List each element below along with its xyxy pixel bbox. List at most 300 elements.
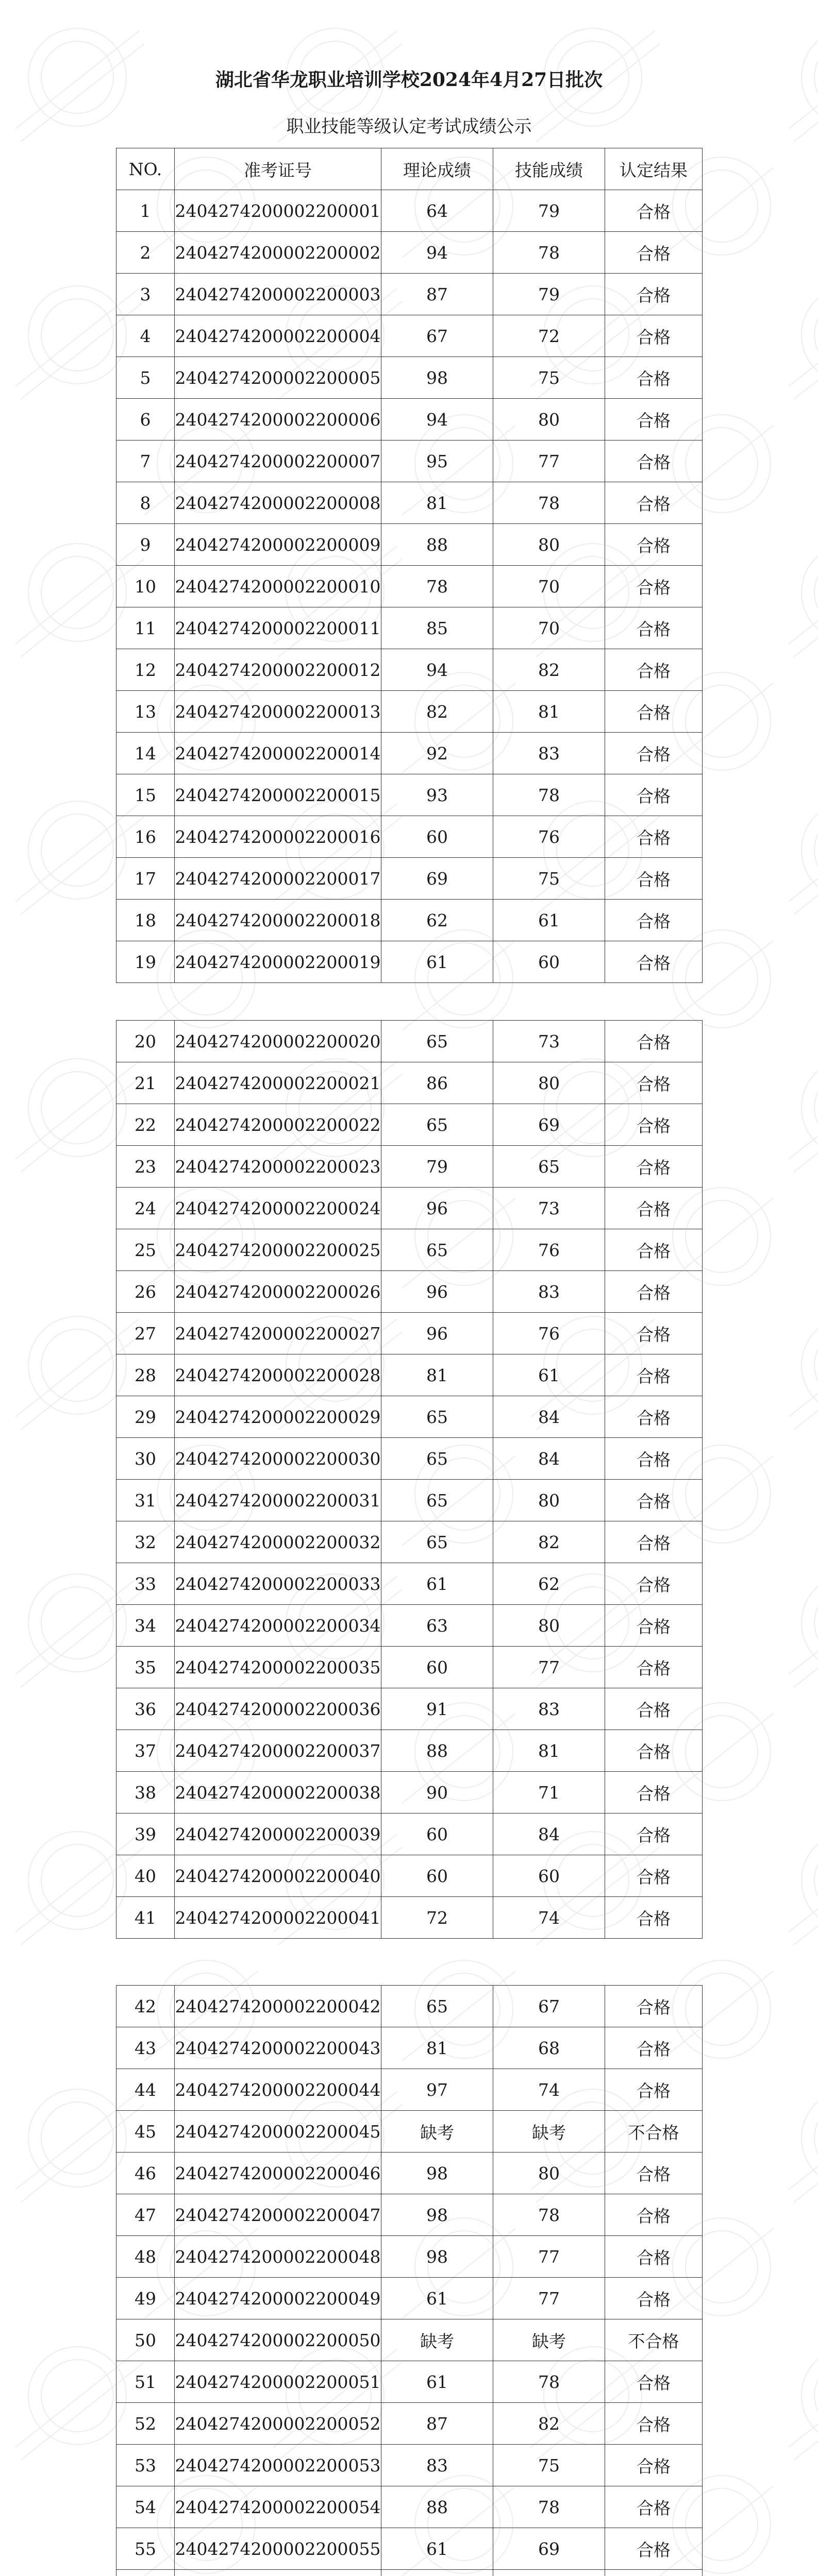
exam-id-cell: 2404274200002200037 xyxy=(175,1730,381,1772)
skill-score-cell: 78 xyxy=(493,2361,605,2403)
table-row xyxy=(116,2069,703,2111)
exam-id-cell: 2404274200002200017 xyxy=(175,858,381,900)
table-row xyxy=(116,607,703,649)
result-cell: 合格 xyxy=(605,1563,703,1605)
row-number-cell: 16 xyxy=(116,816,175,858)
exam-id-cell: 2404274200002200050 xyxy=(175,2319,381,2361)
exam-id-cell: 2404274200002200034 xyxy=(175,1605,381,1647)
theory-score-cell: 98 xyxy=(381,357,493,399)
column-header: 理论成绩 xyxy=(381,148,493,190)
exam-id-cell: 2404274200002200014 xyxy=(175,733,381,774)
table-row xyxy=(116,1146,703,1188)
result-cell: 合格 xyxy=(605,357,703,399)
result-cell: 合格 xyxy=(605,1104,703,1146)
row-number-cell: 7 xyxy=(116,440,175,482)
skill-score-cell: 80 xyxy=(493,1062,605,1104)
skill-score-cell: 60 xyxy=(493,1855,605,1897)
row-number-cell: 13 xyxy=(116,691,175,733)
result-cell: 合格 xyxy=(605,1855,703,1897)
row-number-cell: 40 xyxy=(116,1855,175,1897)
row-number-cell: 19 xyxy=(116,941,175,983)
exam-id-cell: 2404274200002200002 xyxy=(175,232,381,274)
result-cell: 合格 xyxy=(605,482,703,524)
exam-id-cell: 2404274200002200013 xyxy=(175,691,381,733)
row-number-cell: 45 xyxy=(116,2111,175,2153)
table-row xyxy=(116,900,703,941)
result-cell: 合格 xyxy=(605,1688,703,1730)
skill-score-cell: 62 xyxy=(493,1563,605,1605)
exam-id-cell: 2404274200002200028 xyxy=(175,1354,381,1396)
theory-score-cell: 87 xyxy=(381,274,493,315)
theory-score-cell: 72 xyxy=(381,1897,493,1939)
theory-score-cell: 94 xyxy=(381,399,493,440)
row-number-cell: 24 xyxy=(116,1188,175,1229)
exam-id-cell: 2404274200002200020 xyxy=(175,1021,381,1062)
skill-score-cell: 74 xyxy=(493,1897,605,1939)
result-cell: 合格 xyxy=(605,399,703,440)
skill-score-cell: 84 xyxy=(493,1814,605,1855)
row-number-cell: 17 xyxy=(116,858,175,900)
table-row xyxy=(116,190,703,232)
skill-score-cell: 79 xyxy=(493,190,605,232)
table-row xyxy=(116,941,703,983)
skill-score-cell: 80 xyxy=(493,399,605,440)
results-table-page-2 xyxy=(116,1020,703,1939)
result-cell: 不合格 xyxy=(605,2319,703,2361)
row-number-cell xyxy=(116,2570,175,2576)
exam-id-cell: 2404274200002200027 xyxy=(175,1313,381,1354)
row-number-cell: 12 xyxy=(116,649,175,691)
theory-score-cell: 60 xyxy=(381,816,493,858)
theory-score-cell: 96 xyxy=(381,1188,493,1229)
table-row xyxy=(116,649,703,691)
row-number-cell: 32 xyxy=(116,1521,175,1563)
row-number-cell: 11 xyxy=(116,607,175,649)
table-row xyxy=(116,2486,703,2528)
row-number-cell: 21 xyxy=(116,1062,175,1104)
table-row xyxy=(116,1730,703,1772)
theory-score-cell: 62 xyxy=(381,900,493,941)
skill-score-cell: 80 xyxy=(493,524,605,566)
theory-score-cell xyxy=(381,2570,493,2576)
table-row xyxy=(116,2528,703,2570)
result-cell: 合格 xyxy=(605,1647,703,1688)
result-cell: 合格 xyxy=(605,1354,703,1396)
skill-score-cell: 84 xyxy=(493,1438,605,1480)
theory-score-cell: 65 xyxy=(381,1986,493,2027)
row-number-cell: 25 xyxy=(116,1229,175,1271)
result-cell: 合格 xyxy=(605,1229,703,1271)
exam-id-cell: 2404274200002200047 xyxy=(175,2194,381,2236)
result-cell: 合格 xyxy=(605,816,703,858)
row-number-cell: 20 xyxy=(116,1021,175,1062)
result-cell: 合格 xyxy=(605,1480,703,1521)
result-cell: 合格 xyxy=(605,941,703,983)
result-cell: 合格 xyxy=(605,691,703,733)
row-number-cell: 14 xyxy=(116,733,175,774)
table-row xyxy=(116,232,703,274)
row-number-cell: 50 xyxy=(116,2319,175,2361)
theory-score-cell: 65 xyxy=(381,1104,493,1146)
table-row xyxy=(116,1313,703,1354)
row-number-cell: 2 xyxy=(116,232,175,274)
theory-score-cell: 65 xyxy=(381,1396,493,1438)
theory-score-cell: 90 xyxy=(381,1772,493,1814)
exam-id-cell: 2404274200002200045 xyxy=(175,2111,381,2153)
skill-score-cell: 81 xyxy=(493,1730,605,1772)
exam-id-cell: 2404274200002200001 xyxy=(175,190,381,232)
results-table-page-1 xyxy=(116,148,703,983)
table-row xyxy=(116,1229,703,1271)
table-row xyxy=(116,2278,703,2319)
result-cell: 合格 xyxy=(605,774,703,816)
skill-score-cell: 84 xyxy=(493,1396,605,1438)
table-row xyxy=(116,2403,703,2445)
theory-score-cell: 61 xyxy=(381,1563,493,1605)
row-number-cell: 54 xyxy=(116,2486,175,2528)
exam-id-cell: 2404274200002200043 xyxy=(175,2027,381,2069)
result-cell: 合格 xyxy=(605,2528,703,2570)
row-number-cell: 49 xyxy=(116,2278,175,2319)
theory-score-cell: 96 xyxy=(381,1313,493,1354)
table-row xyxy=(116,816,703,858)
result-cell: 合格 xyxy=(605,1146,703,1188)
exam-id-cell: 2404274200002200036 xyxy=(175,1688,381,1730)
theory-score-cell: 97 xyxy=(381,2069,493,2111)
row-number-cell: 15 xyxy=(116,774,175,816)
table-row xyxy=(116,2445,703,2486)
result-cell: 合格 xyxy=(605,2236,703,2278)
theory-score-cell: 65 xyxy=(381,1229,493,1271)
skill-score-cell: 78 xyxy=(493,232,605,274)
table-row xyxy=(116,774,703,816)
exam-id-cell: 2404274200002200021 xyxy=(175,1062,381,1104)
result-cell: 合格 xyxy=(605,1313,703,1354)
table-row xyxy=(116,858,703,900)
exam-id-cell: 2404274200002200031 xyxy=(175,1480,381,1521)
skill-score-cell: 76 xyxy=(493,1229,605,1271)
table-row xyxy=(116,1772,703,1814)
result-cell: 合格 xyxy=(605,2486,703,2528)
table-row xyxy=(116,1521,703,1563)
table-row xyxy=(116,1897,703,1939)
theory-score-cell: 94 xyxy=(381,649,493,691)
theory-score-cell: 98 xyxy=(381,2194,493,2236)
theory-score-cell: 65 xyxy=(381,1521,493,1563)
skill-score-cell: 80 xyxy=(493,2153,605,2194)
row-number-cell: 6 xyxy=(116,399,175,440)
result-cell: 合格 xyxy=(605,274,703,315)
theory-score-cell: 81 xyxy=(381,2027,493,2069)
exam-id-cell: 2404274200002200049 xyxy=(175,2278,381,2319)
table-row xyxy=(116,2361,703,2403)
exam-id-cell: 2404274200002200042 xyxy=(175,1986,381,2027)
row-number-cell: 46 xyxy=(116,2153,175,2194)
exam-id-cell: 2404274200002200009 xyxy=(175,524,381,566)
skill-score-cell: 82 xyxy=(493,1521,605,1563)
skill-score-cell: 缺考 xyxy=(493,2111,605,2153)
skill-score-cell: 82 xyxy=(493,649,605,691)
skill-score-cell: 78 xyxy=(493,774,605,816)
exam-id-cell: 2404274200002200051 xyxy=(175,2361,381,2403)
skill-score-cell: 73 xyxy=(493,1188,605,1229)
skill-score-cell: 71 xyxy=(493,1772,605,1814)
row-number-cell: 31 xyxy=(116,1480,175,1521)
result-cell: 合格 xyxy=(605,1062,703,1104)
table-row xyxy=(116,1062,703,1104)
result-cell: 合格 xyxy=(605,733,703,774)
exam-id-cell: 2404274200002200038 xyxy=(175,1772,381,1814)
row-number-cell: 48 xyxy=(116,2236,175,2278)
exam-id-cell: 2404274200002200012 xyxy=(175,649,381,691)
row-number-cell: 53 xyxy=(116,2445,175,2486)
skill-score-cell: 83 xyxy=(493,733,605,774)
table-row xyxy=(116,399,703,440)
column-header: 准考证号 xyxy=(175,148,381,190)
result-cell: 合格 xyxy=(605,566,703,607)
skill-score-cell: 69 xyxy=(493,2528,605,2570)
exam-id-cell: 2404274200002200019 xyxy=(175,941,381,983)
theory-score-cell: 79 xyxy=(381,1146,493,1188)
table-row xyxy=(116,2236,703,2278)
skill-score-cell: 77 xyxy=(493,1647,605,1688)
table-row xyxy=(116,1647,703,1688)
row-number-cell: 39 xyxy=(116,1814,175,1855)
table-row xyxy=(116,1986,703,2027)
row-number-cell: 28 xyxy=(116,1354,175,1396)
table-row xyxy=(116,440,703,482)
row-number-cell: 27 xyxy=(116,1313,175,1354)
exam-id-cell: 2404274200002200011 xyxy=(175,607,381,649)
result-cell: 合格 xyxy=(605,232,703,274)
row-number-cell: 3 xyxy=(116,274,175,315)
row-number-cell: 22 xyxy=(116,1104,175,1146)
result-cell: 合格 xyxy=(605,440,703,482)
table-row xyxy=(116,2194,703,2236)
exam-id-cell: 2404274200002200046 xyxy=(175,2153,381,2194)
row-number-cell: 52 xyxy=(116,2403,175,2445)
skill-score-cell: 77 xyxy=(493,2278,605,2319)
result-cell: 合格 xyxy=(605,649,703,691)
skill-score-cell: 81 xyxy=(493,691,605,733)
theory-score-cell: 缺考 xyxy=(381,2319,493,2361)
exam-id-cell: 2404274200002200029 xyxy=(175,1396,381,1438)
exam-id-cell: 2404274200002200025 xyxy=(175,1229,381,1271)
exam-id-cell: 2404274200002200052 xyxy=(175,2403,381,2445)
skill-score-cell: 75 xyxy=(493,2445,605,2486)
skill-score-cell: 76 xyxy=(493,816,605,858)
skill-score-cell: 61 xyxy=(493,1354,605,1396)
row-number-cell: 8 xyxy=(116,482,175,524)
row-number-cell: 44 xyxy=(116,2069,175,2111)
exam-id-cell xyxy=(175,2570,381,2576)
skill-score-cell: 77 xyxy=(493,440,605,482)
result-cell: 合格 xyxy=(605,2153,703,2194)
table-row xyxy=(116,733,703,774)
result-cell: 合格 xyxy=(605,315,703,357)
exam-id-cell: 2404274200002200032 xyxy=(175,1521,381,1563)
row-number-cell: 55 xyxy=(116,2528,175,2570)
exam-id-cell: 2404274200002200010 xyxy=(175,566,381,607)
skill-score-cell: 80 xyxy=(493,1605,605,1647)
skill-score-cell: 82 xyxy=(493,2403,605,2445)
skill-score-cell: 75 xyxy=(493,357,605,399)
exam-id-cell: 2404274200002200015 xyxy=(175,774,381,816)
theory-score-cell: 63 xyxy=(381,1605,493,1647)
skill-score-cell: 74 xyxy=(493,2069,605,2111)
exam-id-cell: 2404274200002200023 xyxy=(175,1146,381,1188)
theory-score-cell: 64 xyxy=(381,190,493,232)
table-row xyxy=(116,1563,703,1605)
skill-score-cell: 75 xyxy=(493,858,605,900)
table-row xyxy=(116,1814,703,1855)
result-cell: 合格 xyxy=(605,1986,703,2027)
skill-score-cell: 69 xyxy=(493,1104,605,1146)
table-row xyxy=(116,1396,703,1438)
exam-id-cell: 2404274200002200026 xyxy=(175,1271,381,1313)
row-number-cell: 34 xyxy=(116,1605,175,1647)
result-cell xyxy=(605,2570,703,2576)
table-header-row xyxy=(116,148,703,190)
skill-score-cell: 70 xyxy=(493,607,605,649)
theory-score-cell: 87 xyxy=(381,2403,493,2445)
result-cell: 合格 xyxy=(605,2403,703,2445)
table-row xyxy=(116,2570,703,2576)
table-row xyxy=(116,315,703,357)
skill-score-cell: 60 xyxy=(493,941,605,983)
skill-score-cell: 77 xyxy=(493,2236,605,2278)
row-number-cell: 51 xyxy=(116,2361,175,2403)
exam-id-cell: 2404274200002200022 xyxy=(175,1104,381,1146)
theory-score-cell: 缺考 xyxy=(381,2111,493,2153)
result-cell: 合格 xyxy=(605,607,703,649)
exam-id-cell: 2404274200002200055 xyxy=(175,2528,381,2570)
skill-score-cell: 78 xyxy=(493,2486,605,2528)
result-cell: 合格 xyxy=(605,1021,703,1062)
theory-score-cell: 60 xyxy=(381,1814,493,1855)
document-subtitle: 职业技能等级认定考试成绩公示 xyxy=(286,116,532,137)
results-table-page-3 xyxy=(116,1985,703,2576)
skill-score-cell: 83 xyxy=(493,1688,605,1730)
result-cell: 合格 xyxy=(605,2027,703,2069)
result-cell: 合格 xyxy=(605,2445,703,2486)
theory-score-cell: 83 xyxy=(381,2445,493,2486)
theory-score-cell: 65 xyxy=(381,1021,493,1062)
column-header: 认定结果 xyxy=(605,148,703,190)
theory-score-cell: 93 xyxy=(381,774,493,816)
table-row xyxy=(116,274,703,315)
table-row xyxy=(116,1480,703,1521)
exam-id-cell: 2404274200002200035 xyxy=(175,1647,381,1688)
skill-score-cell: 78 xyxy=(493,2194,605,2236)
result-cell: 合格 xyxy=(605,900,703,941)
table-row xyxy=(116,1605,703,1647)
theory-score-cell: 69 xyxy=(381,858,493,900)
result-cell: 合格 xyxy=(605,1521,703,1563)
row-number-cell: 43 xyxy=(116,2027,175,2069)
result-cell: 合格 xyxy=(605,1772,703,1814)
skill-score-cell xyxy=(493,2570,605,2576)
exam-id-cell: 2404274200002200041 xyxy=(175,1897,381,1939)
skill-score-cell: 缺考 xyxy=(493,2319,605,2361)
row-number-cell: 41 xyxy=(116,1897,175,1939)
row-number-cell: 29 xyxy=(116,1396,175,1438)
table-row xyxy=(116,1855,703,1897)
result-cell: 合格 xyxy=(605,1730,703,1772)
table-row xyxy=(116,566,703,607)
exam-id-cell: 2404274200002200030 xyxy=(175,1438,381,1480)
result-cell: 合格 xyxy=(605,190,703,232)
skill-score-cell: 80 xyxy=(493,1480,605,1521)
exam-id-cell: 2404274200002200008 xyxy=(175,482,381,524)
row-number-cell: 18 xyxy=(116,900,175,941)
column-header: NO. xyxy=(116,148,175,190)
theory-score-cell: 96 xyxy=(381,1271,493,1313)
theory-score-cell: 67 xyxy=(381,315,493,357)
row-number-cell: 33 xyxy=(116,1563,175,1605)
theory-score-cell: 61 xyxy=(381,941,493,983)
table-row xyxy=(116,1271,703,1313)
theory-score-cell: 78 xyxy=(381,566,493,607)
exam-id-cell: 2404274200002200048 xyxy=(175,2236,381,2278)
exam-id-cell: 2404274200002200040 xyxy=(175,1855,381,1897)
theory-score-cell: 94 xyxy=(381,232,493,274)
exam-id-cell: 2404274200002200053 xyxy=(175,2445,381,2486)
result-cell: 不合格 xyxy=(605,2111,703,2153)
theory-score-cell: 92 xyxy=(381,733,493,774)
table-row xyxy=(116,2111,703,2153)
exam-id-cell: 2404274200002200054 xyxy=(175,2486,381,2528)
result-cell: 合格 xyxy=(605,1396,703,1438)
table-row xyxy=(116,2153,703,2194)
skill-score-cell: 70 xyxy=(493,566,605,607)
skill-score-cell: 67 xyxy=(493,1986,605,2027)
skill-score-cell: 65 xyxy=(493,1146,605,1188)
skill-score-cell: 73 xyxy=(493,1021,605,1062)
result-cell: 合格 xyxy=(605,1897,703,1939)
theory-score-cell: 91 xyxy=(381,1688,493,1730)
theory-score-cell: 88 xyxy=(381,524,493,566)
theory-score-cell: 98 xyxy=(381,2153,493,2194)
row-number-cell: 4 xyxy=(116,315,175,357)
table-row xyxy=(116,357,703,399)
row-number-cell: 10 xyxy=(116,566,175,607)
exam-id-cell: 2404274200002200003 xyxy=(175,274,381,315)
exam-id-cell: 2404274200002200044 xyxy=(175,2069,381,2111)
row-number-cell: 36 xyxy=(116,1688,175,1730)
theory-score-cell: 85 xyxy=(381,607,493,649)
theory-score-cell: 60 xyxy=(381,1855,493,1897)
skill-score-cell: 78 xyxy=(493,482,605,524)
theory-score-cell: 81 xyxy=(381,1354,493,1396)
exam-id-cell: 2404274200002200006 xyxy=(175,399,381,440)
skill-score-cell: 72 xyxy=(493,315,605,357)
result-cell: 合格 xyxy=(605,1814,703,1855)
skill-score-cell: 79 xyxy=(493,274,605,315)
exam-id-cell: 2404274200002200033 xyxy=(175,1563,381,1605)
table-row xyxy=(116,691,703,733)
theory-score-cell: 60 xyxy=(381,1647,493,1688)
row-number-cell: 26 xyxy=(116,1271,175,1313)
theory-score-cell: 61 xyxy=(381,2361,493,2403)
table-row xyxy=(116,2027,703,2069)
table-row xyxy=(116,1104,703,1146)
row-number-cell: 47 xyxy=(116,2194,175,2236)
row-number-cell: 9 xyxy=(116,524,175,566)
skill-score-cell: 76 xyxy=(493,1313,605,1354)
row-number-cell: 23 xyxy=(116,1146,175,1188)
theory-score-cell: 65 xyxy=(381,1438,493,1480)
